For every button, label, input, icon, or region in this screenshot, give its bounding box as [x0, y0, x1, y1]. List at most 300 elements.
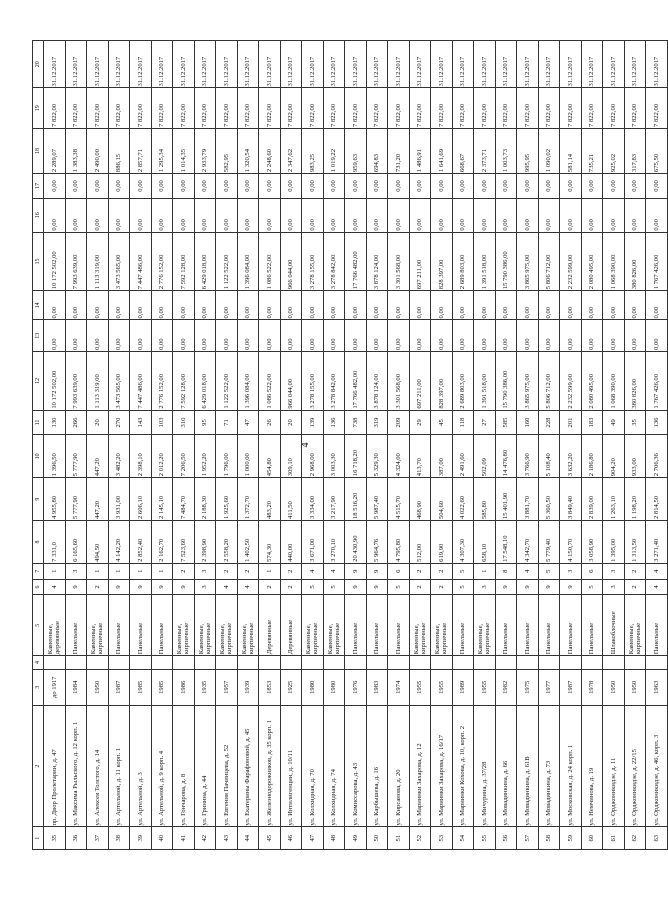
table-cell: 0,00: [603, 291, 625, 320]
table-cell: 828 397,00: [431, 352, 453, 411]
table-cell: 0,00: [452, 291, 474, 320]
table-cell: 1939: [237, 669, 259, 705]
table-cell: 0,00: [581, 291, 603, 320]
table-cell: 1 391 518,00: [474, 352, 496, 411]
table-cell: 31.12.2017: [560, 41, 582, 88]
table-cell: 31.12.2017: [603, 41, 625, 88]
table-cell: 0,00: [345, 320, 367, 352]
table-cell: 51: [388, 827, 410, 850]
table-cell: до 1917: [44, 669, 66, 705]
table-cell: 1983: [366, 669, 388, 705]
table-cell: 136: [646, 410, 668, 435]
table-cell: 2: [259, 579, 281, 595]
table-cell: 0,00: [44, 174, 66, 199]
table-cell: 4 307,30: [452, 521, 474, 564]
table-cell: 8: [495, 563, 517, 579]
table-row: [259, 41, 281, 850]
table-cell: 7 822,00: [44, 88, 66, 129]
table-cell: 7 822,00: [345, 88, 367, 129]
table-row: [345, 41, 367, 850]
table-cell: 1853: [259, 669, 281, 705]
table-cell: 0,00: [87, 291, 109, 320]
table-row: [44, 41, 66, 850]
table-cell: 925,02: [603, 129, 625, 174]
table-row: [87, 41, 109, 850]
table-cell: 387,00: [431, 435, 453, 478]
table-cell: 0,00: [603, 198, 625, 232]
table-cell: 995,95: [517, 129, 539, 174]
table-cell: 1 090,02: [538, 129, 560, 174]
table-cell: [259, 656, 281, 670]
column-number: 4: [33, 656, 44, 670]
table-cell: 0,00: [323, 291, 345, 320]
register-table-sheet: [32, 40, 660, 850]
table-cell: 1987: [560, 669, 582, 705]
table-cell: 0,00: [517, 291, 539, 320]
table-cell: 0,00: [538, 320, 560, 352]
table-cell: 0,00: [87, 198, 109, 232]
table-row: [581, 41, 603, 850]
table-cell: ул. Екатерины Фарафоновой, д. 45: [237, 705, 259, 827]
table-row: [409, 41, 431, 850]
table-cell: 31.12.2017: [44, 41, 66, 88]
table-cell: 2: [409, 563, 431, 579]
table-cell: 7 592 128,00: [173, 232, 195, 291]
table-cell: 2 558,20: [216, 521, 238, 564]
table-cell: 2: [624, 563, 646, 579]
table-cell: 2: [624, 579, 646, 595]
table-cell: Панельные: [538, 595, 560, 656]
column-number: 8: [33, 521, 44, 564]
table-cell: 1950: [603, 669, 625, 705]
table-cell: 0,00: [280, 291, 302, 320]
table-cell: 1935: [194, 669, 216, 705]
column-number: 14: [33, 291, 44, 320]
table-cell: 52: [409, 827, 431, 850]
table-cell: Каменные, кирпичные: [474, 595, 496, 656]
table-cell: 9: [345, 563, 367, 579]
table-cell: 3 849,40: [560, 478, 582, 521]
table-row: [108, 41, 130, 850]
table-cell: ул. Немчинова, д. 19: [581, 705, 603, 827]
table-cell: 0,00: [431, 291, 453, 320]
table-cell: 7 822,00: [130, 88, 152, 129]
table-cell: 4: [302, 563, 324, 579]
table-cell: 31.12.2017: [581, 41, 603, 88]
table-cell: 0,00: [194, 291, 216, 320]
table-row: [517, 41, 539, 850]
table-cell: 512,00: [409, 521, 431, 564]
table-cell: 7 822,00: [65, 88, 87, 129]
table-cell: 9: [517, 579, 539, 595]
table-cell: 0,00: [538, 174, 560, 199]
table-cell: Каменные, кирпичные: [323, 595, 345, 656]
table-row: [495, 41, 517, 850]
table-cell: 494,50: [87, 521, 109, 564]
table-cell: 4 795,80: [388, 521, 410, 564]
table-cell: Каменные, кирпичные: [431, 595, 453, 656]
table-cell: 0,00: [237, 291, 259, 320]
table-cell: 39: [130, 827, 152, 850]
table-cell: 0,00: [216, 174, 238, 199]
table-cell: 1: [44, 563, 66, 579]
table-cell: 9: [151, 579, 173, 595]
table-cell: 1 396 084,00: [237, 352, 259, 411]
table-cell: 0,00: [581, 198, 603, 232]
table-cell: 2 398,10: [130, 435, 152, 478]
table-cell: 1 641,69: [431, 129, 453, 174]
table-cell: 5: [452, 563, 474, 579]
table-cell: 319: [366, 410, 388, 435]
table-cell: 0,00: [345, 174, 367, 199]
table-cell: 0,00: [581, 174, 603, 199]
table-cell: 95: [194, 410, 216, 435]
table-cell: 0,00: [409, 291, 431, 320]
table-cell: 7 822,00: [366, 88, 388, 129]
table-cell: 1 122 522,00: [216, 232, 238, 291]
table-cell: 47: [237, 410, 259, 435]
table-cell: 228: [538, 410, 560, 435]
table-cell: 1 952,20: [194, 435, 216, 478]
table-row: [323, 41, 345, 850]
table-cell: 20: [87, 410, 109, 435]
table-cell: 2 968,00: [302, 435, 324, 478]
column-number: 16: [33, 198, 44, 232]
table-cell: 16 718,20: [345, 435, 367, 478]
table-cell: 2: [87, 579, 109, 595]
table-cell: 2: [173, 563, 195, 579]
table-cell: 5: [323, 579, 345, 595]
table-cell: 41: [173, 827, 195, 850]
table-cell: 582,95: [216, 129, 238, 174]
table-cell: 3 278 842,00: [323, 232, 345, 291]
table-cell: 0,00: [517, 320, 539, 352]
table-cell: 2 232 599,00: [560, 352, 582, 411]
table-cell: Панельные: [646, 595, 668, 656]
table-row: [388, 41, 410, 850]
table-cell: 1 925,60: [216, 478, 238, 521]
table-cell: 4 324,00: [388, 435, 410, 478]
table-cell: [581, 656, 603, 670]
table-cell: 9: [366, 563, 388, 579]
table-cell: 1955: [409, 669, 431, 705]
table-cell: 31.12.2017: [259, 41, 281, 88]
table-cell: [624, 656, 646, 670]
table-cell: [538, 656, 560, 670]
table-cell: 4: [323, 563, 345, 579]
table-cell: 183: [581, 410, 603, 435]
table-cell: 0,00: [280, 198, 302, 232]
table-row: [216, 41, 238, 850]
table-cell: 0,00: [603, 174, 625, 199]
register-table: [32, 40, 668, 850]
table-cell: ул. Колхидная, д. 74: [323, 705, 345, 827]
table-cell: 0,00: [452, 198, 474, 232]
table-cell: 0,00: [108, 320, 130, 352]
column-number: 20: [33, 41, 44, 88]
table-cell: 0,00: [130, 198, 152, 232]
table-cell: 0,00: [388, 174, 410, 199]
table-cell: 7 822,00: [517, 88, 539, 129]
table-cell: Панельные: [495, 595, 517, 656]
table-cell: 7 206,50: [173, 435, 195, 478]
table-cell: 7 993 639,00: [65, 352, 87, 411]
column-number: 7: [33, 563, 44, 579]
table-cell: 201: [560, 410, 582, 435]
table-cell: Панельные: [151, 595, 173, 656]
table-cell: 71: [216, 410, 238, 435]
table-cell: ул. Максима Рыльского, д. 12 корп. 1: [65, 705, 87, 827]
table-cell: 933,00: [624, 435, 646, 478]
column-number: 5: [33, 595, 44, 656]
table-cell: 0,00: [624, 291, 646, 320]
table-cell: 49: [603, 410, 625, 435]
column-number: 9: [33, 478, 44, 521]
table-cell: 9: [538, 579, 560, 595]
table-cell: 1 313,50: [624, 521, 646, 564]
table-cell: ул. Мичурина, д. 37/28: [474, 705, 496, 827]
column-number: 3: [33, 669, 44, 705]
table-cell: 904,20: [603, 435, 625, 478]
table-cell: 31.12.2017: [474, 41, 496, 88]
table-cell: 4 342,70: [517, 521, 539, 564]
table-cell: [646, 656, 668, 670]
table-cell: 2 289,07: [44, 129, 66, 174]
table-cell: 2: [409, 579, 431, 595]
table-cell: 0,00: [302, 291, 324, 320]
table-cell: 1 396,50: [44, 435, 66, 478]
table-cell: 7 822,00: [388, 88, 410, 129]
table-cell: 0,00: [560, 320, 582, 352]
table-cell: 0,00: [216, 320, 238, 352]
table-cell: 1982: [495, 669, 517, 705]
table-cell: Панельные: [65, 595, 87, 656]
table-cell: 9: [65, 579, 87, 595]
table-cell: 0,00: [151, 320, 173, 352]
table-cell: 4 515,70: [388, 478, 410, 521]
table-cell: 3 878 124,00: [366, 232, 388, 291]
table-cell: 0,00: [495, 174, 517, 199]
table-cell: [603, 656, 625, 670]
table-cell: 7 822,00: [216, 88, 238, 129]
table-cell: 959,63: [345, 129, 367, 174]
table-cell: 317,83: [624, 129, 646, 174]
table-cell: 31.12.2017: [173, 41, 195, 88]
table-cell: 3 473 565,00: [108, 232, 130, 291]
column-number: 12: [33, 352, 44, 411]
table-cell: 502,09: [474, 435, 496, 478]
table-cell: 0,00: [130, 320, 152, 352]
table-cell: 3 278 155,00: [302, 232, 324, 291]
table-cell: 31.12.2017: [151, 41, 173, 88]
table-cell: 0,00: [65, 320, 87, 352]
table-cell: 1 320,54: [237, 129, 259, 174]
table-cell: 7 993 639,00: [65, 232, 87, 291]
table-cell: 0,00: [388, 320, 410, 352]
table-cell: 0,00: [474, 291, 496, 320]
table-cell: [173, 656, 195, 670]
table-cell: 411,50: [280, 478, 302, 521]
table-cell: [44, 656, 66, 670]
table-row: [173, 41, 195, 850]
table-cell: 2: [431, 579, 453, 595]
table-cell: 3 931,00: [108, 478, 130, 521]
table-cell: 983,25: [302, 129, 324, 174]
table-cell: 31.12.2017: [130, 41, 152, 88]
table-cell: 31.12.2017: [366, 41, 388, 88]
table-cell: 0,00: [108, 174, 130, 199]
table-cell: 4: [517, 563, 539, 579]
table-cell: 63: [646, 827, 668, 850]
table-cell: 1 086 522,00: [259, 352, 281, 411]
table-cell: 130: [44, 410, 66, 435]
table-cell: 5 987,40: [366, 478, 388, 521]
table-cell: 0,00: [538, 291, 560, 320]
table-cell: 0,00: [302, 174, 324, 199]
table-cell: 15 401,90: [495, 478, 517, 521]
table-cell: 0,00: [194, 198, 216, 232]
table-cell: 1 395,00: [603, 521, 625, 564]
table-cell: 7 822,00: [194, 88, 216, 129]
table-cell: 0,00: [581, 320, 603, 352]
table-cell: 35: [44, 827, 66, 850]
table-cell: 1 113 319,00: [87, 232, 109, 291]
table-cell: 7 447 486,00: [130, 352, 152, 411]
table-cell: 118: [452, 410, 474, 435]
table-cell: 270: [108, 410, 130, 435]
table-cell: 3: [474, 579, 496, 595]
table-cell: ул. Мовадинкина, д. 66: [495, 705, 517, 827]
table-cell: 0,00: [646, 198, 668, 232]
table-cell: Каменные, кирпичные: [87, 595, 109, 656]
table-cell: 36: [65, 827, 87, 850]
table-cell: 3 482,20: [108, 435, 130, 478]
table-cell: 0,00: [216, 198, 238, 232]
table-cell: [517, 656, 539, 670]
table-cell: Панельные: [388, 595, 410, 656]
table-cell: ул. Железнодорожников, д. 35 корп. 1: [259, 705, 281, 827]
table-cell: 2 933,79: [194, 129, 216, 174]
table-cell: 139: [302, 410, 324, 435]
table-cell: 504,60: [431, 478, 453, 521]
table-cell: 1950: [87, 669, 109, 705]
table-cell: 2 012,20: [151, 435, 173, 478]
table-cell: 1987: [108, 669, 130, 705]
table-cell: 1 402,50: [237, 521, 259, 564]
table-cell: 3: [560, 563, 582, 579]
table-cell: ул. Карбышева, д. 16: [366, 705, 388, 827]
table-cell: 31.12.2017: [237, 41, 259, 88]
table-cell: 735,21: [581, 129, 603, 174]
table-cell: 4 022,60: [452, 478, 474, 521]
table-cell: ул. Мариинки Захарова, д. 16/17: [431, 705, 453, 827]
table-cell: 2 188,30: [194, 478, 216, 521]
table-cell: 5: [302, 579, 324, 595]
table-cell: [216, 656, 238, 670]
table-cell: 0,00: [237, 320, 259, 352]
table-cell: 886,15: [108, 129, 130, 174]
table-cell: ул. Орджоникидзе, д. 11: [603, 705, 625, 827]
table-cell: 54: [452, 827, 474, 850]
table-cell: 7 822,00: [280, 88, 302, 129]
table-cell: 0,00: [495, 198, 517, 232]
table-cell: [130, 656, 152, 670]
table-cell: 3 278 155,00: [302, 352, 324, 411]
table-cell: 3 058,90: [581, 521, 603, 564]
table-cell: 0,00: [345, 291, 367, 320]
table-cell: 0,00: [603, 320, 625, 352]
table-cell: 31.12.2017: [87, 41, 109, 88]
table-cell: 3 865 975,00: [517, 232, 539, 291]
table-cell: 2 232 599,00: [560, 232, 582, 291]
table-cell: 581,14: [560, 129, 582, 174]
table-cell: 45: [431, 410, 453, 435]
table-cell: 0,00: [538, 198, 560, 232]
table-cell: 37: [87, 827, 109, 850]
table-cell: 7 822,00: [495, 88, 517, 129]
table-cell: 31.12.2017: [323, 41, 345, 88]
table-row: [603, 41, 625, 850]
table-cell: Панельные: [345, 595, 367, 656]
table-cell: 0,00: [366, 198, 388, 232]
table-cell: 0,00: [194, 320, 216, 352]
column-number: 10: [33, 435, 44, 478]
table-cell: 1 014,35: [173, 129, 195, 174]
table-cell: 310: [173, 410, 195, 435]
column-number: 1: [33, 827, 44, 850]
table-cell: Панельные: [130, 595, 152, 656]
table-cell: 103: [151, 410, 173, 435]
table-cell: 0,00: [65, 291, 87, 320]
table-cell: 3 278 842,00: [323, 352, 345, 411]
table-cell: 380 826,00: [624, 352, 646, 411]
table-cell: ул. Алексея Толстого, д. 14: [87, 705, 109, 827]
table-cell: Каменные, кирпичные: [302, 595, 324, 656]
table-cell: 1985: [130, 669, 152, 705]
table-cell: 2 080 495,00: [581, 352, 603, 411]
table-cell: 483,20: [259, 478, 281, 521]
table-cell: 2 689 803,00: [452, 232, 474, 291]
table-cell: 1978: [581, 669, 603, 705]
table-cell: 0,00: [474, 174, 496, 199]
table-cell: 0,00: [517, 198, 539, 232]
table-cell: 10 172 502,00: [44, 232, 66, 291]
table-cell: 7 331,0: [44, 521, 66, 564]
table-cell: 31.12.2017: [108, 41, 130, 88]
table-cell: 2 857,71: [130, 129, 152, 174]
table-cell: Каменные, кирпичные: [624, 595, 646, 656]
table-cell: 1974: [388, 669, 410, 705]
column-number: 19: [33, 88, 44, 129]
table-cell: 1 113 319,00: [87, 352, 109, 411]
table-cell: 3 271,40: [646, 521, 668, 564]
table-cell: 0,00: [646, 320, 668, 352]
table-row: [560, 41, 582, 850]
table-cell: 2 398,90: [194, 521, 216, 564]
table-cell: [495, 656, 517, 670]
table-cell: Каменные, кирпичные: [237, 595, 259, 656]
table-cell: 0,00: [409, 320, 431, 352]
table-cell: 0,00: [388, 291, 410, 320]
table-cell: 0,00: [44, 198, 66, 232]
table-cell: 7 822,00: [259, 88, 281, 129]
table-cell: 4 150,70: [560, 521, 582, 564]
table-cell: 20 430,90: [345, 521, 367, 564]
table-cell: 7 822,00: [237, 88, 259, 129]
table-cell: 1925: [280, 669, 302, 705]
table-cell: 31.12.2017: [452, 41, 474, 88]
table-cell: [323, 656, 345, 670]
